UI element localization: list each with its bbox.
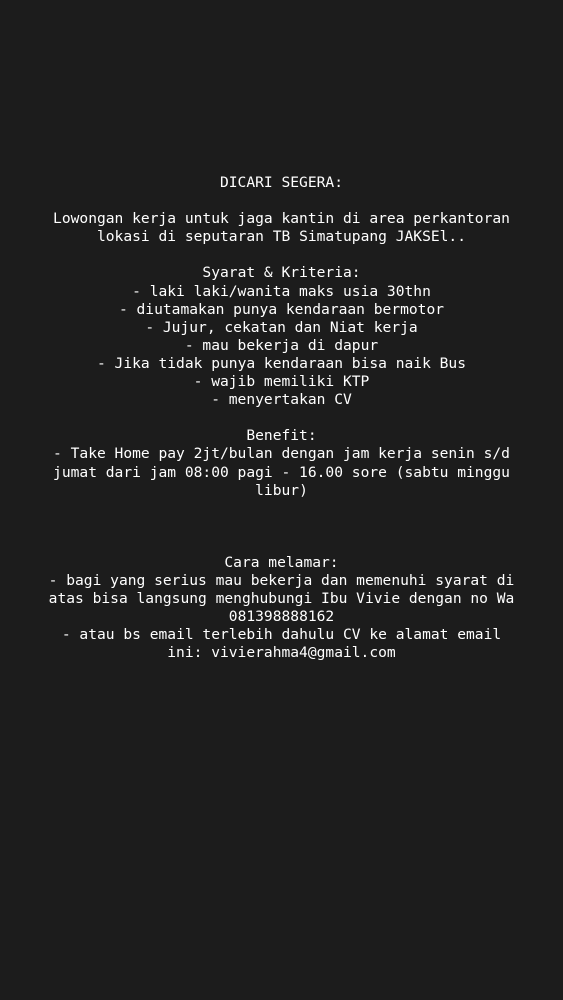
benefit-title: Benefit: [246, 427, 317, 445]
phone-number: 081398888162 [228, 608, 335, 626]
apply-title: Cara melamar: [224, 553, 339, 571]
apply-line: atas bisa langsung menghubungi Ibu Vivie dengan no Wa [48, 590, 515, 608]
benefit-line: jumat dari jam 08:00 pagi - 16.00 sore (sabtu minggu [53, 463, 510, 481]
requirement-item: - diutamakan punya kendaraan bermotor [118, 300, 445, 318]
requirements-title: Syarat & Kriteria: [202, 264, 361, 282]
requirement-item: - mau bekerja di dapur [184, 336, 379, 354]
requirement-item: - Jujur, cekatan dan Niat kerja [145, 318, 418, 336]
intro-line: Lowongan kerja untuk jaga kantin di area perkantoran [53, 210, 510, 228]
post-heading: DICARI SEGERA: [219, 174, 343, 191]
requirement-item: - wajib memiliki KTP [193, 373, 370, 391]
requirement-item: - laki laki/wanita maks usia 30thn [132, 282, 431, 300]
benefit-line: - Take Home pay 2jt/bulan dengan jam kerja senin s/d [53, 445, 510, 463]
benefit-line: libur) [255, 481, 308, 499]
email-line: ini: vivierahma4@gmail.com [167, 644, 396, 662]
requirement-item: - menyertakan CV [211, 391, 352, 409]
job-post-text [16, 174, 547, 663]
apply-line: - bagi yang serius mau bekerja dan memenuhi syarat di [48, 572, 515, 590]
requirement-item: - Jika tidak punya kendaraan bisa naik Bus [96, 354, 467, 372]
intro-line: lokasi di seputaran TB Simatupang JAKSEl.. [96, 228, 467, 246]
apply-line: - atau bs email terlebih dahulu CV ke alamat email [61, 626, 502, 644]
